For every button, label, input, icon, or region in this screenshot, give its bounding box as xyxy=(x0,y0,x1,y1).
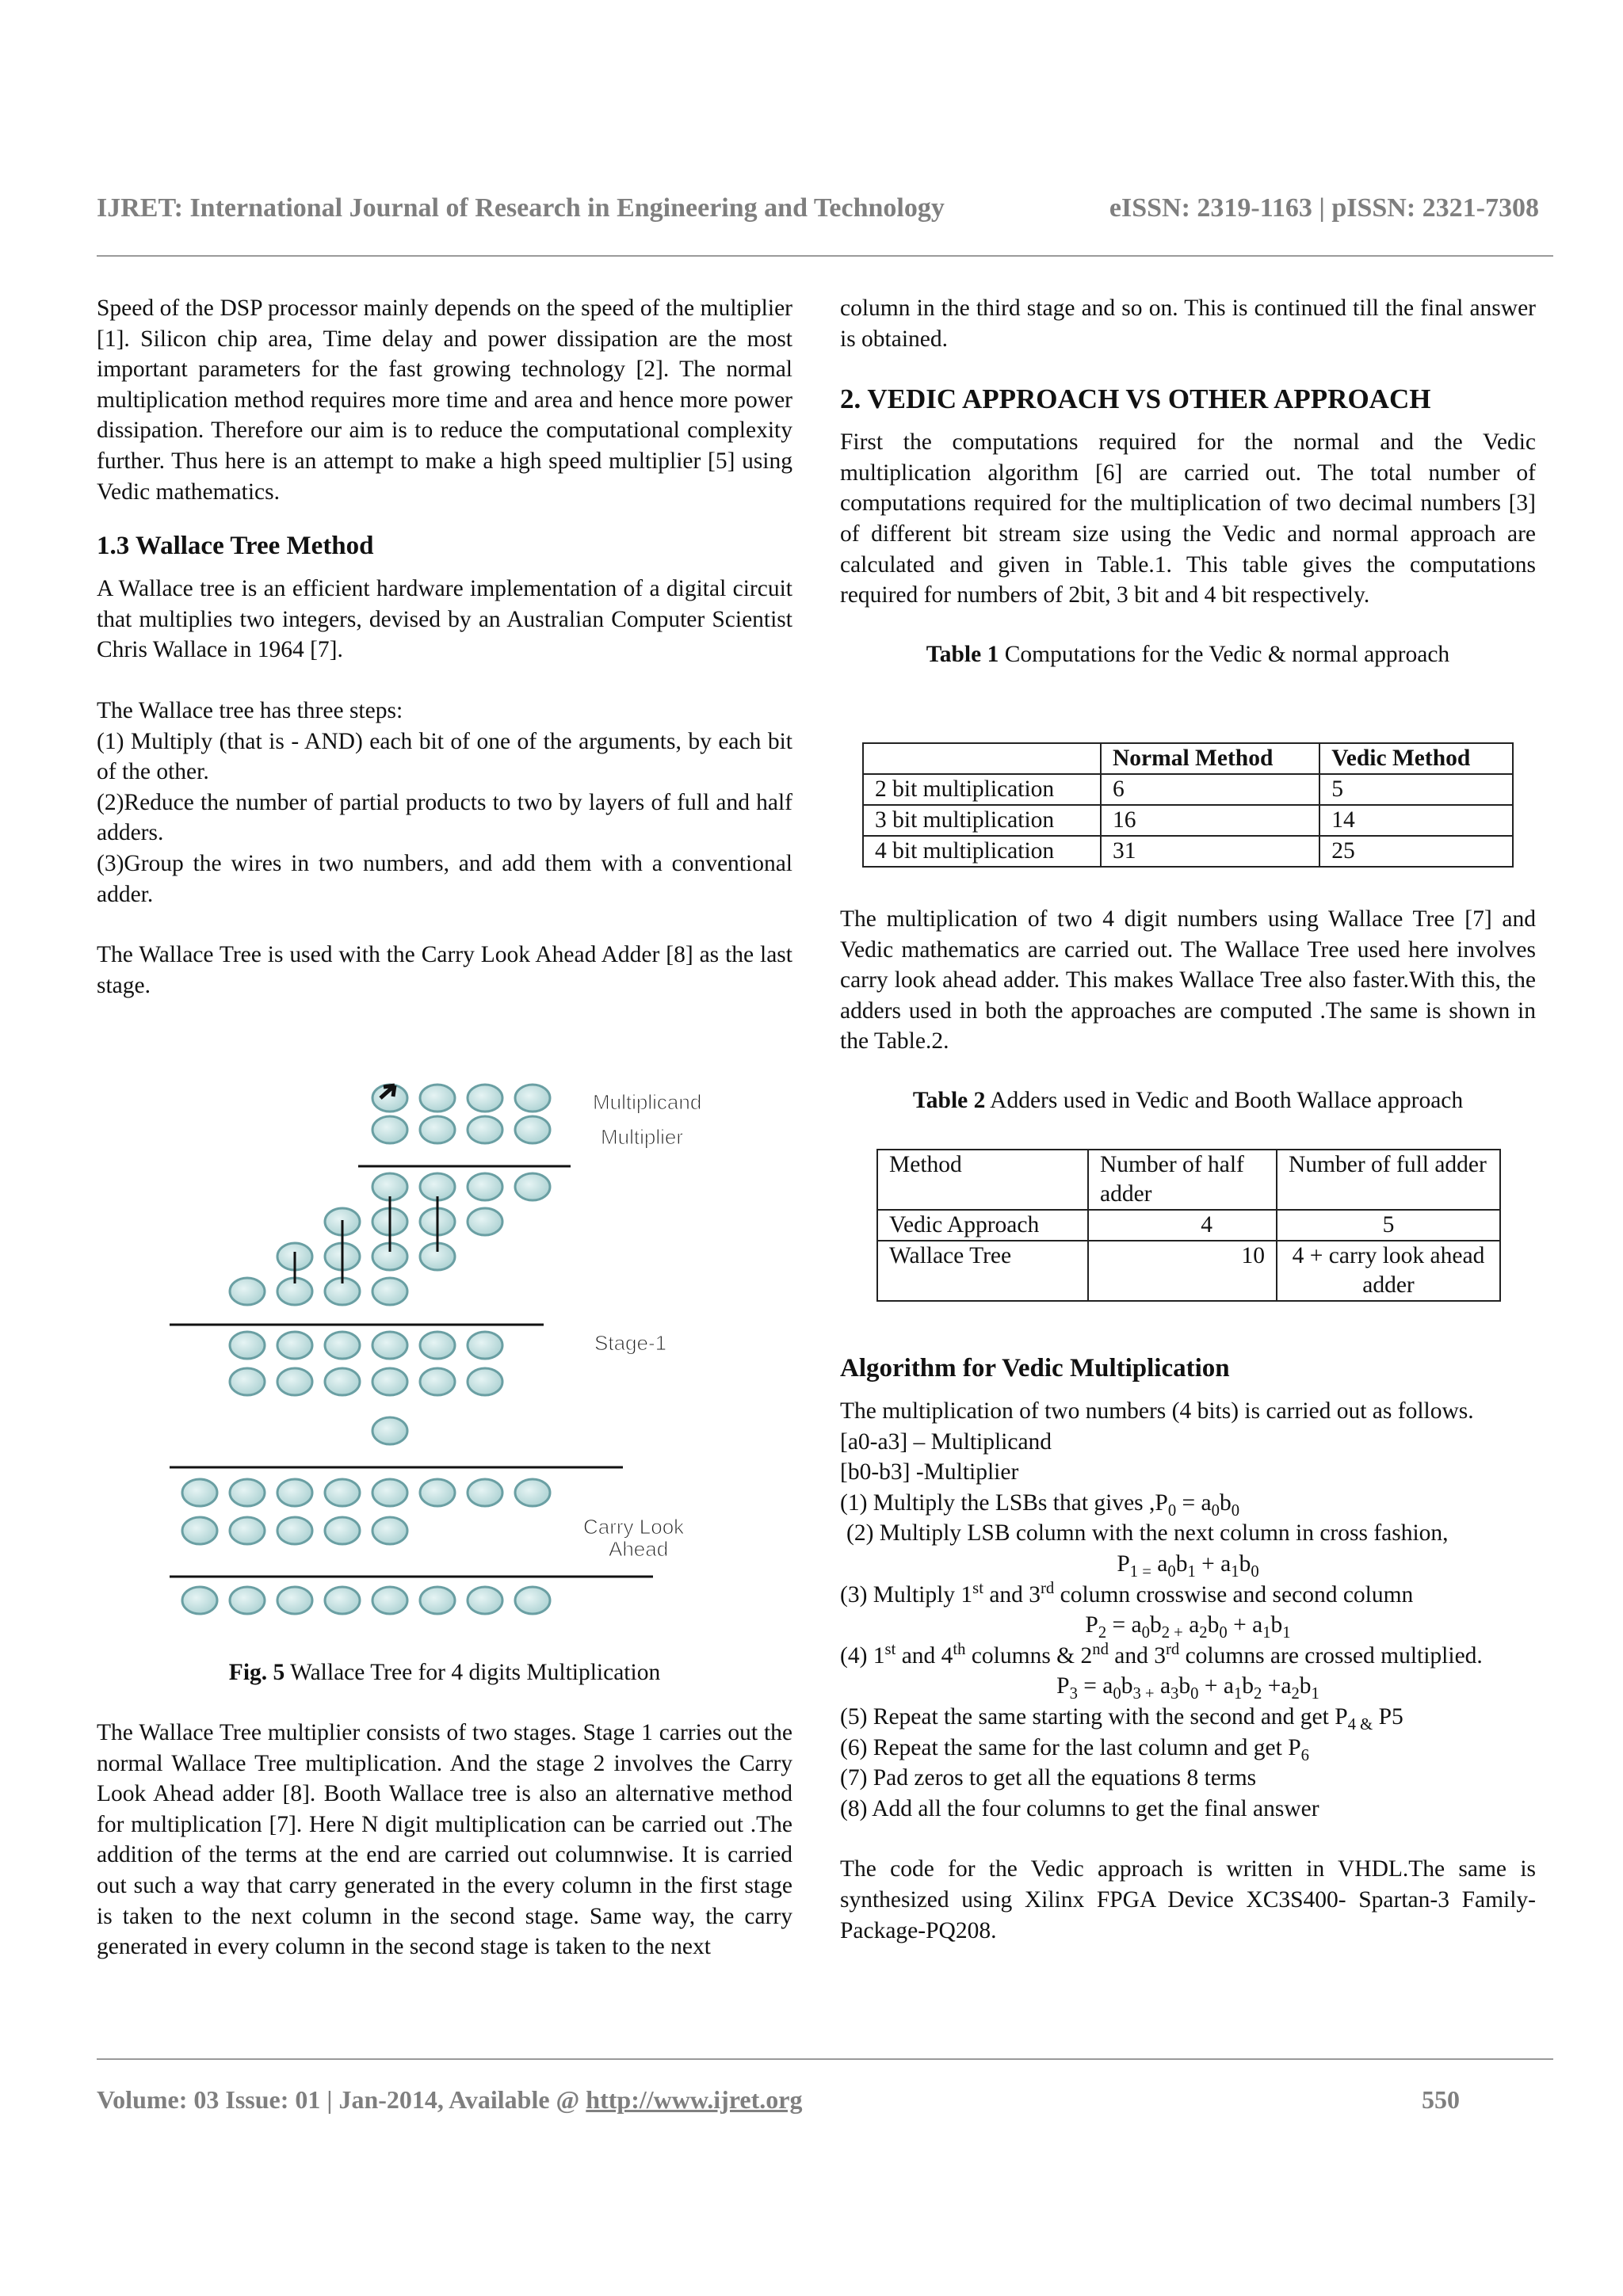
bit-dot xyxy=(372,1587,407,1614)
table2 xyxy=(876,1149,1501,1302)
table-cell: 6 xyxy=(1101,774,1319,805)
table-cell: 3 bit multiplication xyxy=(863,805,1101,836)
bit-dot xyxy=(277,1368,312,1395)
steps-intro: The Wallace tree has three steps: xyxy=(97,697,403,723)
computations-paragraph: First the computations required for the normal and the Vedic multiplication algorithm [6] are carried out. The total number of computations required for the multiplication of two decimal numbers [3] of different bit stream size using the Vedic and normal approach are calculated and given in Table.1. This table gives the computations required for numbers of 2bit, 3 bit and 4 bit respectively. xyxy=(840,429,1536,608)
continuation-paragraph: column in the third stage and so on. This is continued till the final answer is obtained. xyxy=(840,296,1536,352)
bit-dot xyxy=(182,1479,217,1506)
bit-dot xyxy=(468,1332,502,1359)
stages-paragraph: The Wallace Tree multiplier consists of two stages. Stage 1 carries out the normal Wallace Tree multiplication. And the stage 2 involves the Carry Look Ahead adder [8]. Booth Wallace tree is also an alternative method for multiplication [7]. Here N digit multiplication can be carried out .The addition of the terms at the end are carried out columnwise. It is carried out such a way that carry generated in the every column in the first stage is taken to the next column in the second stage. Same way, the carry generated in every column in the second stage is taken to the next xyxy=(97,1720,792,1960)
algo-step-4: (4) 1st and 4th columns & 2nd and 3rd columns are crossed multiplied. xyxy=(840,1640,1483,1669)
bit-dot xyxy=(468,1479,502,1506)
table1-header xyxy=(863,743,1101,774)
heading-vedic: 2. VEDIC APPROACH VS OTHER APPROACH xyxy=(840,383,1431,415)
table-row xyxy=(877,1210,1500,1241)
running-header xyxy=(97,193,1539,223)
label-cla-2: Ahead xyxy=(609,1537,669,1561)
bit-dot xyxy=(230,1517,265,1544)
bit-dot xyxy=(420,1479,455,1506)
bit-dot xyxy=(325,1517,360,1544)
bit-dot xyxy=(468,1587,502,1614)
algo-step-5: (5) Repeat the same starting with the second and get $P_{4 \&}$ P5 xyxy=(840,1703,1403,1733)
cla-note: The Wallace Tree is used with the Carry Look Ahead Adder [8] as the last stage. xyxy=(97,942,792,998)
bit-dot xyxy=(230,1368,265,1395)
equation-p1: $P_{1 =}$ $a_0b_1 + a_1b_0$ xyxy=(1117,1550,1259,1581)
fig5-label: Fig. 5 xyxy=(228,1660,285,1685)
algo-step-8: (8) Add all the four columns to get the final answer xyxy=(840,1795,1319,1821)
label-multiplier: Multiplier xyxy=(601,1125,684,1149)
bit-dot xyxy=(277,1479,312,1506)
bit-dot xyxy=(468,1368,502,1395)
bit-dot xyxy=(468,1208,502,1235)
bit-dot xyxy=(420,1173,455,1200)
bit-dot xyxy=(325,1479,360,1506)
algo-step-6: (6) Repeat the same for the last column and get $P_6$ xyxy=(840,1734,1309,1764)
table2-caption-text: Adders used in Vedic and Booth Wallace approach xyxy=(985,1087,1464,1113)
bit-dot xyxy=(420,1085,455,1112)
label-stage1: Stage-1 xyxy=(594,1331,667,1355)
bit-dot xyxy=(420,1368,455,1395)
bit-dot xyxy=(325,1332,360,1359)
wallace-tree-figure xyxy=(143,1077,745,1616)
bit-dot xyxy=(277,1587,312,1614)
bit-dot xyxy=(277,1332,312,1359)
table-cell: 2 bit multiplication xyxy=(863,774,1101,805)
table-row xyxy=(877,1241,1500,1301)
table1-caption-text: Computations for the Vedic & normal approach xyxy=(999,641,1450,667)
bit-dot xyxy=(372,1173,407,1200)
bit-dot xyxy=(515,1479,550,1506)
table-cell: Vedic Approach xyxy=(877,1210,1088,1241)
algo-step-3: (3) Multiply 1st and 3rd column crosswise and second column xyxy=(840,1579,1414,1608)
footer-volume: Volume: 03 Issue: 01 | Jan-2014, Available @ xyxy=(97,2085,586,2114)
equation-p3: $P_3 = a_0b_{3 +}$ $a_3b_0 + a_1b_2 +a_2b_1$ xyxy=(1056,1673,1319,1703)
table-cell: 10 xyxy=(1088,1241,1277,1301)
bit-dot xyxy=(372,1116,407,1143)
wallace-definition: A Wallace tree is an efficient hardware implementation of a digital circuit that multiplies two integers, devised by an Australian Computer Scientist Chris Wallace in 1964 [7]. xyxy=(97,576,792,663)
right-column xyxy=(840,293,1536,669)
bit-dot xyxy=(372,1417,407,1444)
table2-header: Number of full adder xyxy=(1277,1150,1500,1210)
algo-intro: The multiplication of two numbers (4 bits) is carried out as follows. xyxy=(840,1398,1474,1424)
label-multiplicand: Multiplicand xyxy=(593,1090,702,1114)
table-row xyxy=(863,836,1513,867)
bit-dot xyxy=(515,1085,550,1112)
step-3: (3)Group the wires in two numbers, and add them with a conventional adder. xyxy=(97,850,792,907)
algo-step-2: (2) Multiply LSB column with the next column in cross fashion, xyxy=(846,1520,1449,1547)
bit-dot xyxy=(230,1332,265,1359)
bit-dot xyxy=(325,1587,360,1614)
step-2: (2)Reduce the number of partial products to two by layers of full and half adders. xyxy=(97,789,792,846)
table-cell: Wallace Tree xyxy=(877,1241,1088,1301)
table-cell: 14 xyxy=(1319,805,1513,836)
right-column-bottom xyxy=(840,1352,1536,1946)
bit-dot xyxy=(230,1278,265,1305)
table-cell: 5 xyxy=(1319,774,1513,805)
table-cell: 31 xyxy=(1101,836,1319,867)
intro-paragraph: Speed of the DSP processor mainly depends on the speed of the multiplier [1]. Silicon chip area, Time delay and power dissipation are the most important parameters for the fast growing technology [2]. The normal multiplication method requires more time and area and hence more power dissipation. Therefore our aim is to reduce the computational complexity further. Thus here is an attempt to make a high speed multiplier [5] using Vedic mathematics. xyxy=(97,296,792,505)
header-rule xyxy=(97,255,1553,257)
page-number: 550 xyxy=(1422,2085,1460,2114)
fig5-caption xyxy=(97,1657,792,1688)
heading-algorithm: Algorithm for Vedic Multiplication xyxy=(840,1354,1230,1383)
footer xyxy=(97,2085,1460,2115)
table-cell: 16 xyxy=(1101,805,1319,836)
bit-dot xyxy=(372,1332,407,1359)
table-cell: 25 xyxy=(1319,836,1513,867)
multiplier-line: [b0-b3] -Multiplier xyxy=(840,1459,1019,1486)
issn: eISSN: 2319-1163 | pISSN: 2321-7308 xyxy=(1109,193,1539,223)
left-column xyxy=(97,293,792,1001)
bit-dot xyxy=(372,1368,407,1395)
table-row xyxy=(863,805,1513,836)
fig5-text: Wallace Tree for 4 digits Multiplication xyxy=(285,1660,661,1685)
table-cell: 5 xyxy=(1277,1210,1500,1241)
table-cell: 4 + carry look ahead adder xyxy=(1277,1241,1500,1301)
bit-dot xyxy=(372,1517,407,1544)
bit-dot xyxy=(515,1116,550,1143)
bit-dot xyxy=(468,1116,502,1143)
adders-paragraph: The multiplication of two 4 digit numbers using Wallace Tree [7] and Vedic mathematics are carried out. The Wallace Tree used here involves carry look ahead adder. This makes Wallace Tree also faster.With this, the adders used in both the approaches are computed .The same is shown in the Table.2. xyxy=(840,906,1536,1055)
bit-dot xyxy=(515,1587,550,1614)
bit-dot xyxy=(420,1332,455,1359)
footer-link[interactable]: http://www.ijret.org xyxy=(586,2085,803,2114)
journal-title: IJRET: International Journal of Research in Engineering and Technology xyxy=(97,193,945,223)
bit-dot xyxy=(325,1368,360,1395)
label-cla-1: Carry Look xyxy=(583,1515,685,1539)
table-row xyxy=(863,774,1513,805)
algo-step-7: (7) Pad zeros to get all the equations 8 terms xyxy=(840,1765,1257,1791)
bit-dot xyxy=(372,1278,407,1305)
bit-dot xyxy=(468,1085,502,1112)
table-cell: 4 xyxy=(1088,1210,1277,1241)
bit-dot xyxy=(515,1173,550,1200)
bit-dot xyxy=(277,1517,312,1544)
table1 xyxy=(862,742,1514,868)
step-1: (1) Multiply (that is - AND) each bit of one of the arguments, by each bit of the other. xyxy=(97,728,792,785)
table-cell: 4 bit multiplication xyxy=(863,836,1101,867)
heading-wallace: 1.3 Wallace Tree Method xyxy=(97,532,374,561)
bit-dot xyxy=(420,1587,455,1614)
multiplicand-line: [a0-a3] – Multiplicand xyxy=(840,1428,1052,1455)
bit-dot xyxy=(182,1517,217,1544)
algo-step-1: (1) Multiply the LSBs that gives $,P_0 = a_0b_0$ xyxy=(840,1489,1240,1520)
bit-dot xyxy=(468,1173,502,1200)
vhdl-paragraph: The code for the Vedic approach is written in VHDL.The same is synthesized using Xilinx FPGA Device XC3S400- Spartan-3 Family-Package-PQ208. xyxy=(840,1856,1536,1943)
table1-header: Vedic Method xyxy=(1319,743,1513,774)
table2-header: Method xyxy=(877,1150,1088,1210)
table1-label: Table 1 xyxy=(926,641,999,667)
bit-dot xyxy=(230,1479,265,1506)
table2-caption xyxy=(840,1085,1536,1116)
table1-header: Normal Method xyxy=(1101,743,1319,774)
bit-dot xyxy=(182,1587,217,1614)
left-column-bottom xyxy=(97,1718,792,1962)
right-column-mid xyxy=(840,904,1536,1116)
table1-caption xyxy=(840,639,1536,670)
footer-rule xyxy=(97,2058,1553,2060)
bit-dot xyxy=(420,1116,455,1143)
equation-p2: $P_2 = a_0b_{2 +}$ $a_2b_0 + a_1b_1$ xyxy=(1085,1612,1291,1642)
table2-label: Table 2 xyxy=(912,1087,986,1113)
table2-header: Number of half adder xyxy=(1088,1150,1277,1210)
bit-dot xyxy=(372,1479,407,1506)
bit-dot xyxy=(230,1587,265,1614)
